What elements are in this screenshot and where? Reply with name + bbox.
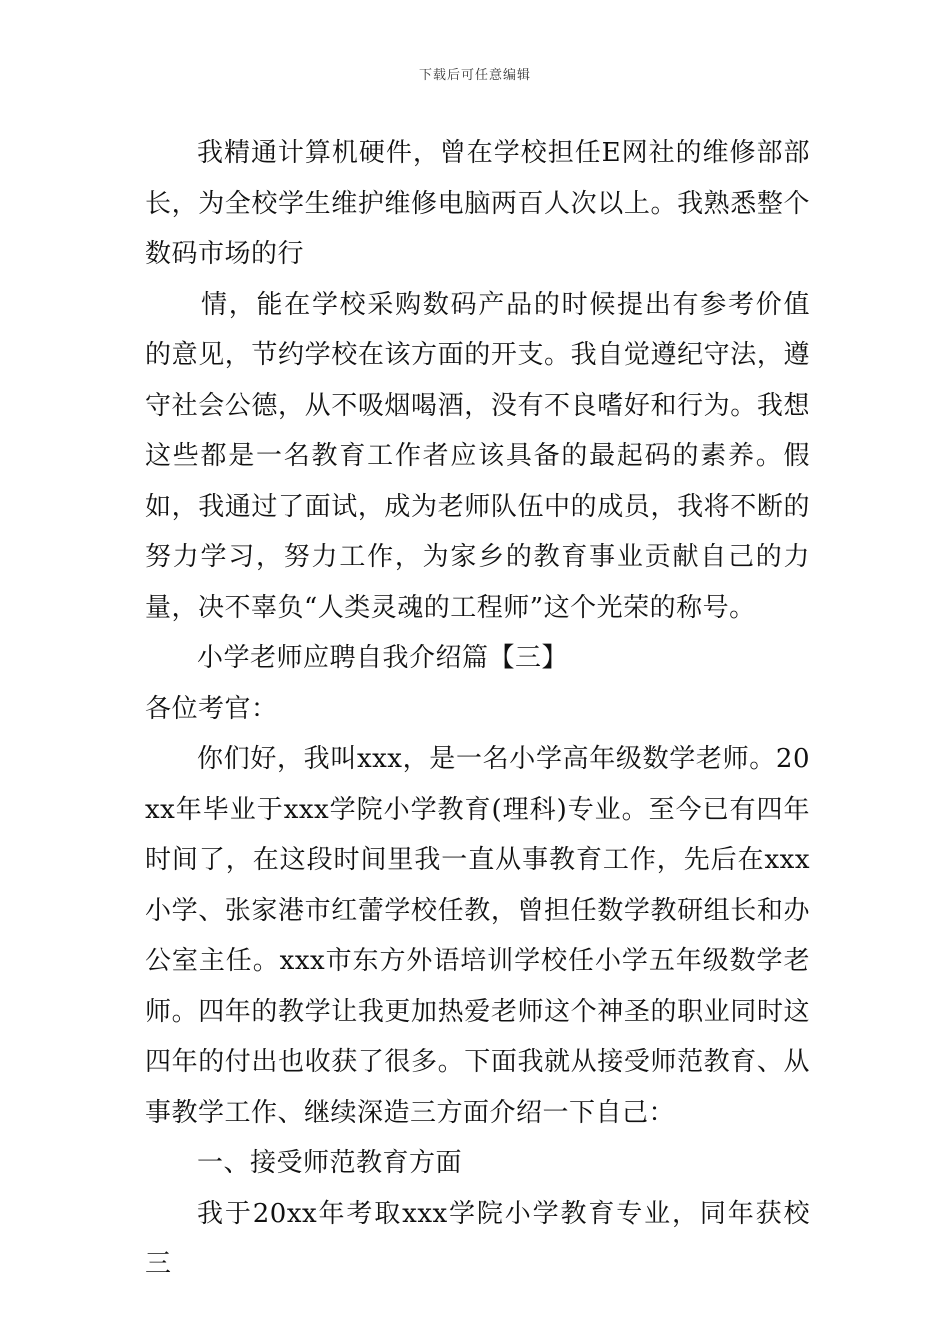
salutation: 各位考官： bbox=[145, 693, 278, 724]
paragraph-education-start: 我于20xx年考取xxx学院小学教育专业，同年获校三 bbox=[145, 1198, 810, 1279]
paragraph-hardware-skills: 我精通计算机硬件，曾在学校担任E网社的维修部部长，为全校学生维护维修电脑两百人次以上。我熟悉整个数码市场的行 bbox=[145, 138, 810, 269]
section-heading: 小学老师应聘自我介绍篇【三】 bbox=[197, 643, 569, 673]
page-header-note: 下载后可任意编辑 bbox=[418, 68, 531, 83]
subsection-heading: 一、接受师范教育方面 bbox=[197, 1148, 463, 1178]
paragraph-conduct-and-commitment: 情，能在学校采购数码产品的时候提出有参考价值的意见，节约学校在该方面的开支。我自觉遵纪守法，遵守社会公德，从不吸烟喝酒，没有不良嗜好和行为。我想这些都是一名教育工作者应该具备的最起码的素养。假如，我通过了面试，成为老师队伍中的成员，我将不断的努力学习，努力工作，为家乡的教育事业贡献自己的力量，决不辜负“人类灵魂的工程师”这个光荣的称号。 bbox=[145, 289, 810, 623]
paragraph-introduction: 你们好，我叫xxx，是一名小学高年级数学老师。20xx年毕业于xxx学院小学教育(理科)专业。至今已有四年时间了，在这段时间里我一直从事教育工作，先后在xxx小学、张家港市红蕾学校任教，曾担任数学教研组长和办公室主任。xxx市东方外语培训学校任小学五年级数学老师。四年的教学让我更加热爱老师这个神圣的职业同时这四年的付出也收获了很多。下面我就从接受师范教育、从事教学工作、继续深造三方面介绍一下自己： bbox=[145, 744, 810, 1128]
document-body bbox=[145, 128, 810, 1290]
